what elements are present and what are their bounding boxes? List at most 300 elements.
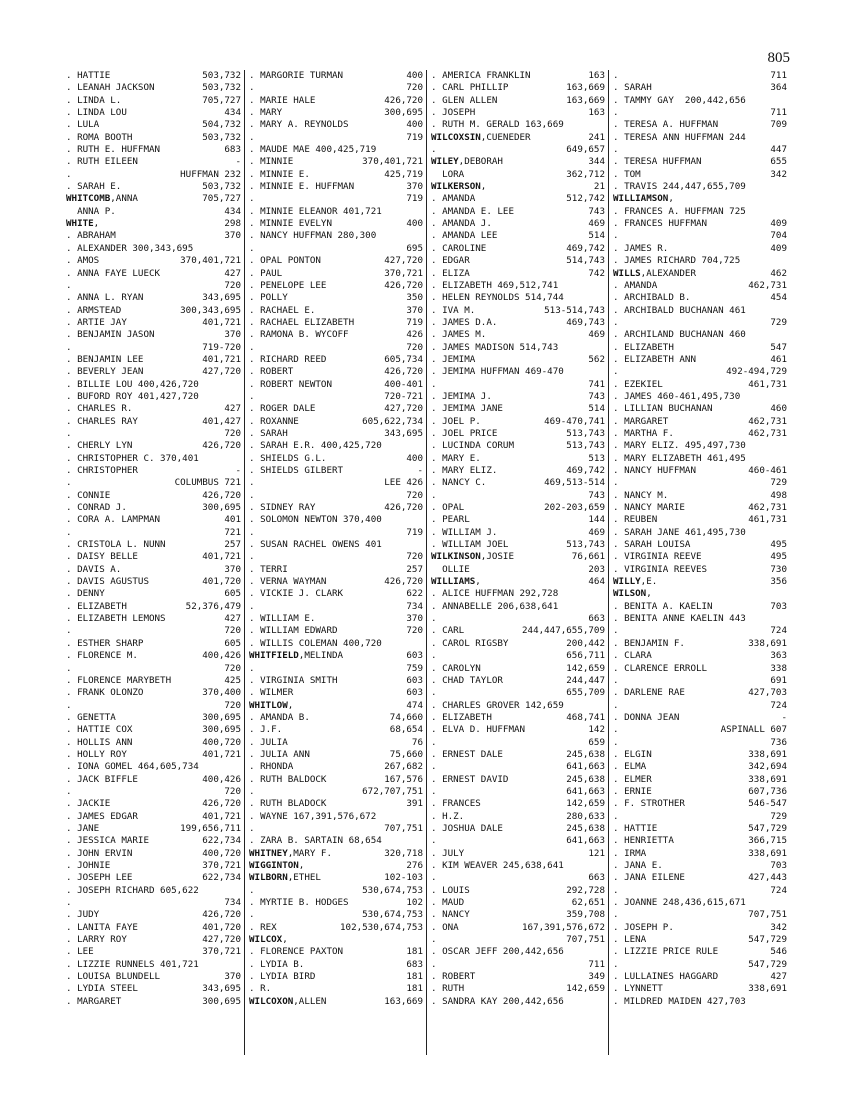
entry-name: WILEY,DEBORAH	[431, 156, 503, 168]
entry-name: .	[249, 662, 255, 674]
surname-heading: WHITLOW	[249, 699, 288, 711]
entry-name: . SUSAN RACHEL OWENS 401	[249, 539, 382, 551]
entry-pages: 300,695	[202, 995, 241, 1007]
entry-name: . LINDA L.	[66, 94, 122, 106]
index-entry	[249, 996, 423, 1008]
entry-name: . ELVA D. HUFFMAN	[431, 724, 526, 736]
index-entry	[431, 576, 605, 588]
entry-name: . WILLIS COLEMAN 400,720	[249, 637, 382, 649]
entry-name: . R.	[249, 983, 272, 995]
surname-heading: WHITFIELD	[249, 650, 299, 662]
entry-name: .	[613, 810, 619, 822]
entry-name: .	[249, 909, 255, 921]
entry-name: . DAVIS AGUSTUS	[66, 576, 149, 588]
index-entry	[66, 724, 241, 736]
entry-pages: 495	[770, 539, 787, 551]
index-entry	[613, 379, 787, 391]
index-entry	[66, 95, 241, 107]
entry-pages: 21	[593, 181, 605, 193]
index-entry	[431, 872, 605, 884]
entry-name: . JUDY	[66, 909, 100, 921]
index-entry	[66, 946, 241, 958]
index-entry	[431, 650, 605, 662]
entry-name: WIGGINTON,	[249, 860, 305, 871]
entry-pages: 163	[588, 70, 605, 81]
entry-pages: 469	[588, 329, 605, 341]
index-entry	[431, 737, 605, 749]
entry-name: .	[66, 341, 72, 353]
entry-pages: 427,720	[384, 255, 423, 267]
surname-heading: WILSON	[613, 588, 647, 600]
index-entry	[613, 576, 787, 588]
entry-pages: 607,736	[748, 785, 787, 797]
entry-pages: 434	[224, 205, 241, 217]
index-entry	[613, 687, 787, 699]
entry-pages: 655,709	[566, 687, 605, 699]
entry-name: .	[66, 897, 72, 909]
entry-name: . CAROLINE	[431, 242, 487, 254]
index-entry	[66, 82, 241, 94]
index-entry	[431, 95, 605, 107]
entry-name: . BILLIE LOU 400,426,720	[66, 378, 199, 390]
entry-name: .	[66, 279, 72, 291]
entry-name: . H.Z.	[431, 810, 465, 822]
entry-name: . LIZZIE RUNNELS 401,721	[66, 958, 199, 970]
entry-name: . J.F.	[249, 724, 283, 736]
entry-pages: 492-494,729	[726, 366, 787, 378]
index-entry	[613, 193, 787, 205]
entry-pages: 703	[770, 860, 787, 871]
entry-pages: 547	[770, 341, 787, 353]
entry-pages: 691	[770, 674, 787, 686]
entry-pages: 721	[224, 526, 241, 538]
entry-pages: 245,638	[566, 822, 605, 834]
entry-name: .	[613, 909, 619, 921]
entry-name: . MARGARET	[66, 995, 122, 1007]
entry-pages: 720	[406, 625, 423, 637]
index-entry	[66, 539, 241, 551]
entry-pages: 469-470,741	[544, 415, 605, 427]
index-entry	[66, 119, 241, 131]
surname-heading: WHITNEY	[249, 847, 288, 859]
entry-name: . LUCINDA CORUM	[431, 440, 514, 452]
entry-name: . JOSEPH RICHARD 605,622	[66, 884, 199, 896]
entry-pages: 720	[406, 82, 423, 94]
index-entry	[66, 107, 241, 119]
index-entry	[613, 391, 787, 403]
index-entry	[249, 959, 423, 971]
entry-pages: 426,720	[202, 798, 241, 810]
entry-pages: 720	[406, 551, 423, 563]
entry-pages: 401,721	[202, 353, 241, 365]
index-entry	[66, 181, 241, 193]
entry-name: . POLLY	[249, 292, 288, 304]
entry-name: . MAUDE MAE 400,425,719	[249, 144, 377, 156]
index-entry	[66, 527, 241, 539]
entry-pages: 163,669	[566, 94, 605, 106]
entry-pages: 370,721	[384, 267, 423, 279]
index-entry	[613, 95, 787, 107]
index-entry	[613, 230, 787, 242]
entry-name: . BUFORD ROY 401,427,720	[66, 390, 199, 402]
entry-pages: 427,443	[748, 872, 787, 884]
entry-name: WILLY,E.	[613, 576, 658, 588]
entry-pages: 167,391,576,672	[522, 921, 605, 933]
entry-pages: 460	[770, 403, 787, 415]
index-entry	[249, 650, 423, 662]
entry-name: . ELIZABETH ANN	[613, 353, 696, 365]
entry-name: . LULLAINES HAGGARD	[613, 971, 719, 983]
entry-name: WHITLOW,	[249, 699, 294, 711]
index-entry	[613, 564, 787, 576]
index-entry	[66, 823, 241, 835]
entry-pages: 707,751	[384, 822, 423, 834]
entry-name: . CAROLYN	[431, 662, 481, 674]
entry-pages: 603	[406, 674, 423, 686]
index-entry	[249, 700, 423, 712]
entry-pages: 759	[406, 662, 423, 674]
entry-pages: 76	[411, 736, 423, 748]
entry-name: . JOHNIE	[66, 860, 111, 871]
entry-name: . ARCHILAND BUCHANAN 460	[613, 329, 746, 341]
entry-name: . RAMONA B. WYCOFF	[249, 329, 349, 341]
index-entry	[66, 428, 241, 440]
entry-name: .	[431, 761, 437, 773]
index-entry	[66, 774, 241, 786]
entry-name: . ZARA B. SARTAIN 68,654	[249, 835, 382, 847]
entry-pages: 720	[224, 625, 241, 637]
entry-name: .	[66, 427, 72, 439]
index-entry	[431, 885, 605, 897]
entry-name: .	[613, 316, 619, 328]
entry-name: . TERESA HUFFMAN	[613, 156, 702, 168]
entry-name: . KIM WEAVER 245,638,641	[431, 860, 564, 871]
entry-pages: 425,719	[384, 168, 423, 180]
index-entry	[431, 934, 605, 946]
entry-name: .	[431, 785, 437, 797]
index-entry	[249, 280, 423, 292]
index-entry	[66, 490, 241, 502]
entry-name: .	[613, 107, 619, 119]
index-entry	[66, 798, 241, 810]
index-entry	[249, 428, 423, 440]
entry-name: . EDGAR	[431, 255, 470, 267]
index-entry	[613, 305, 787, 317]
entry-pages: 498	[770, 489, 787, 501]
surname-heading: WHITE	[66, 218, 94, 230]
entry-name: . REX	[249, 921, 277, 933]
entry-name: . DAVIS A.	[66, 563, 122, 575]
entry-pages: 62,651	[571, 897, 605, 909]
index-entry	[66, 663, 241, 675]
index-entry	[249, 342, 423, 354]
index-entry	[613, 280, 787, 292]
entry-pages: 743	[588, 489, 605, 501]
index-entry	[431, 712, 605, 724]
index-entry	[431, 700, 605, 712]
entry-name: . JAMES RICHARD 704,725	[613, 255, 741, 267]
index-entry	[66, 909, 241, 921]
index-entry	[431, 798, 605, 810]
entry-name: .	[613, 366, 619, 378]
entry-pages: 343,695	[202, 292, 241, 304]
entry-pages: 562	[588, 353, 605, 365]
entry-pages: 344	[588, 156, 605, 168]
entry-pages: 102-103	[384, 872, 423, 884]
entry-pages: 401,721	[202, 316, 241, 328]
index-entry	[613, 502, 787, 514]
entry-name: WILLIAMS,	[431, 576, 481, 588]
index-entry	[249, 663, 423, 675]
entry-name: . ABRAHAM	[66, 230, 116, 242]
entry-pages: 400,720	[202, 847, 241, 859]
entry-pages: 342,694	[748, 761, 787, 773]
entry-pages: 461,731	[748, 514, 787, 526]
entry-name: . BENJAMIN JASON	[66, 329, 155, 341]
entry-pages: 547,729	[748, 822, 787, 834]
entry-name: . LANITA FAYE	[66, 921, 138, 933]
entry-name: . EZEKIEL	[613, 378, 663, 390]
entry-name: . HOLLY ROY	[66, 748, 127, 760]
index-entry	[431, 527, 605, 539]
entry-name: .	[249, 82, 255, 94]
entry-name: . LENA	[613, 934, 647, 946]
index-entry	[66, 737, 241, 749]
index-entry	[249, 329, 423, 341]
index-entry	[66, 255, 241, 267]
entry-name: . JOSEPH	[431, 107, 476, 119]
index-entry	[431, 749, 605, 761]
entry-pages: 280,633	[566, 810, 605, 822]
entry-pages: 257	[224, 539, 241, 551]
entry-name: . SHIELDS G.L.	[249, 452, 327, 464]
entry-name: . RUTH BALDOCK	[249, 773, 327, 785]
index-entry	[431, 144, 605, 156]
index-entry	[613, 342, 787, 354]
entry-pages: 427	[224, 403, 241, 415]
index-entry	[249, 107, 423, 119]
entry-pages: 707,751	[748, 909, 787, 921]
entry-name: . IVA M.	[431, 304, 476, 316]
index-entry	[613, 255, 787, 267]
entry-pages: 447	[770, 144, 787, 156]
entry-pages: 736	[770, 736, 787, 748]
entry-name: . IRMA	[613, 847, 647, 859]
entry-pages: 245,638	[566, 748, 605, 760]
entry-name: LORA	[431, 168, 465, 180]
entry-name: . ELIZABETH	[431, 711, 492, 723]
index-entry	[431, 774, 605, 786]
entry-name: . JOSEPH LEE	[66, 872, 133, 884]
index-entry	[431, 996, 605, 1008]
index-entry	[249, 588, 423, 600]
entry-pages: 495	[770, 551, 787, 563]
index-entry	[613, 724, 787, 736]
entry-pages: 547,729	[748, 934, 787, 946]
index-column	[426, 70, 608, 1055]
entry-pages: 460-461	[748, 465, 787, 476]
index-entry	[431, 169, 605, 181]
index-entry	[431, 403, 605, 415]
entry-name: . JEMIMA J.	[431, 390, 492, 402]
entry-name: . FRANCES A. HUFFMAN 725	[613, 205, 746, 217]
index-entry	[613, 625, 787, 637]
index-entry	[249, 527, 423, 539]
entry-name: . ALICE HUFFMAN 292,728	[431, 588, 559, 600]
entry-name: . FRANCES HUFFMAN	[613, 218, 708, 230]
entry-pages: 338,691	[748, 847, 787, 859]
entry-pages: 503,732	[202, 82, 241, 94]
surname-heading: WILEY	[431, 156, 459, 168]
entry-name: . CHARLES GROVER 142,659	[431, 699, 564, 711]
entry-name: . JULY	[431, 847, 465, 859]
entry-pages: 641,663	[566, 835, 605, 847]
entry-pages: 720	[224, 427, 241, 439]
entry-name: . RACHAEL E.	[249, 304, 316, 316]
entry-pages: 300,695	[202, 502, 241, 514]
index-entry	[66, 625, 241, 637]
entry-name: .	[431, 489, 437, 501]
entry-pages: 366,715	[748, 835, 787, 847]
entry-pages: 656,711	[566, 650, 605, 662]
entry-name: . NANCY	[431, 909, 470, 921]
entry-name: .	[66, 662, 72, 674]
entry-pages: 142,659	[566, 983, 605, 995]
index-entry	[431, 502, 605, 514]
entry-pages: 370	[224, 971, 241, 983]
entry-name: . VIRGINIA SMITH	[249, 674, 338, 686]
entry-name: . GENETTA	[66, 711, 116, 723]
entry-name: . CHARLES RAY	[66, 415, 138, 427]
entry-name: . TERESA ANN HUFFMAN 244	[613, 131, 746, 143]
entry-pages: 102,530,674,753	[340, 921, 423, 933]
entry-pages: 730	[770, 563, 787, 575]
entry-name: .	[66, 785, 72, 797]
index-entry	[431, 823, 605, 835]
entry-name: . MYRTIE B. HODGES	[249, 897, 349, 909]
index-entry	[66, 576, 241, 588]
index-entry	[431, 724, 605, 736]
entry-pages: 504,732	[202, 119, 241, 131]
entry-name: . JAMES EDGAR	[66, 810, 138, 822]
entry-name: . LEE	[66, 946, 94, 958]
entry-name: .	[613, 724, 619, 736]
entry-name: . IONA GOMEL 464,605,734	[66, 761, 199, 773]
index-entry	[66, 588, 241, 600]
entry-pages: -	[417, 465, 423, 476]
entry-name: . ANNABELLE 206,638,641	[431, 600, 559, 612]
entry-name: . PAUL	[249, 267, 283, 279]
entry-pages: 469,513-514	[544, 477, 605, 489]
entry-pages: 300,343,695	[180, 304, 241, 316]
entry-pages: 202-203,659	[544, 502, 605, 514]
index-entry	[431, 971, 605, 983]
entry-name: . ROBERT	[431, 971, 476, 983]
entry-pages: 622	[406, 588, 423, 600]
entry-pages: 719	[406, 526, 423, 538]
entry-name: WILBORN,ETHEL	[249, 872, 321, 884]
entry-name: . RACHAEL ELIZABETH	[249, 316, 355, 328]
entry-pages: 426,720	[202, 909, 241, 921]
entry-pages: 720	[224, 279, 241, 291]
index-entry	[431, 490, 605, 502]
entry-name: . CLARA	[613, 650, 652, 662]
entry-pages: 163	[588, 107, 605, 119]
entry-name: . FLORENCE MARYBETH	[66, 674, 172, 686]
entry-pages: 426,720	[202, 440, 241, 452]
entry-pages: 343,695	[202, 983, 241, 995]
index-entry	[249, 403, 423, 415]
entry-name: .	[66, 168, 72, 180]
entry-pages: 427	[224, 613, 241, 625]
entry-name: .	[431, 736, 437, 748]
entry-pages: 469	[588, 526, 605, 538]
entry-pages: 734	[406, 600, 423, 612]
index-entry	[66, 268, 241, 280]
index-entry	[431, 354, 605, 366]
entry-name: . NANCY HUFFMAN	[613, 465, 696, 476]
entry-name: . TAMMY GAY 200,442,656	[613, 94, 746, 106]
entry-pages: 724	[770, 625, 787, 637]
entry-pages: 102	[406, 897, 423, 909]
entry-name: . JEMIMA HUFFMAN 469-470	[431, 366, 564, 378]
index-entry	[431, 946, 605, 958]
entry-name: .	[66, 699, 72, 711]
entry-name: . ROBERT NEWTON	[249, 378, 332, 390]
entry-name: .	[249, 477, 255, 489]
entry-pages: 683	[406, 958, 423, 970]
index-entry	[431, 255, 605, 267]
entry-pages: 469	[588, 218, 605, 230]
entry-pages: 245,638	[566, 773, 605, 785]
index-entry	[613, 354, 787, 366]
entry-name: .	[249, 884, 255, 896]
index-entry	[613, 601, 787, 613]
entry-pages: 362,712	[566, 168, 605, 180]
entry-pages: 370,401,721	[362, 156, 423, 168]
entry-pages: 603	[406, 687, 423, 699]
index-entry	[431, 156, 605, 168]
entry-name: .	[431, 958, 437, 970]
entry-pages: 181	[406, 946, 423, 958]
entry-name: .	[431, 835, 437, 847]
entry-pages: 705,727	[202, 94, 241, 106]
entry-name: . JEMIMA	[431, 353, 476, 365]
index-entry	[66, 835, 241, 847]
entry-pages: 513-514,743	[544, 304, 605, 316]
index-entry	[431, 243, 605, 255]
entry-pages: 514	[588, 403, 605, 415]
index-entry	[66, 996, 241, 1008]
entry-pages: 719	[406, 316, 423, 328]
entry-pages: 142,659	[566, 662, 605, 674]
entry-pages: 719	[406, 131, 423, 143]
index-entry	[431, 663, 605, 675]
entry-pages: 181	[406, 983, 423, 995]
index-entry	[431, 391, 605, 403]
entry-name: . JANE	[66, 822, 100, 834]
index-entry	[431, 588, 605, 600]
entry-pages: 720-721	[384, 390, 423, 402]
index-entry	[613, 539, 787, 551]
index-entry	[613, 181, 787, 193]
entry-name: . BENJAMIN F.	[613, 637, 685, 649]
entry-pages: 338	[770, 662, 787, 674]
entry-pages: 338,691	[748, 748, 787, 760]
index-entry	[66, 230, 241, 242]
surname-heading: WIGGINTON	[249, 860, 299, 871]
entry-name: . LOUIS	[431, 884, 470, 896]
